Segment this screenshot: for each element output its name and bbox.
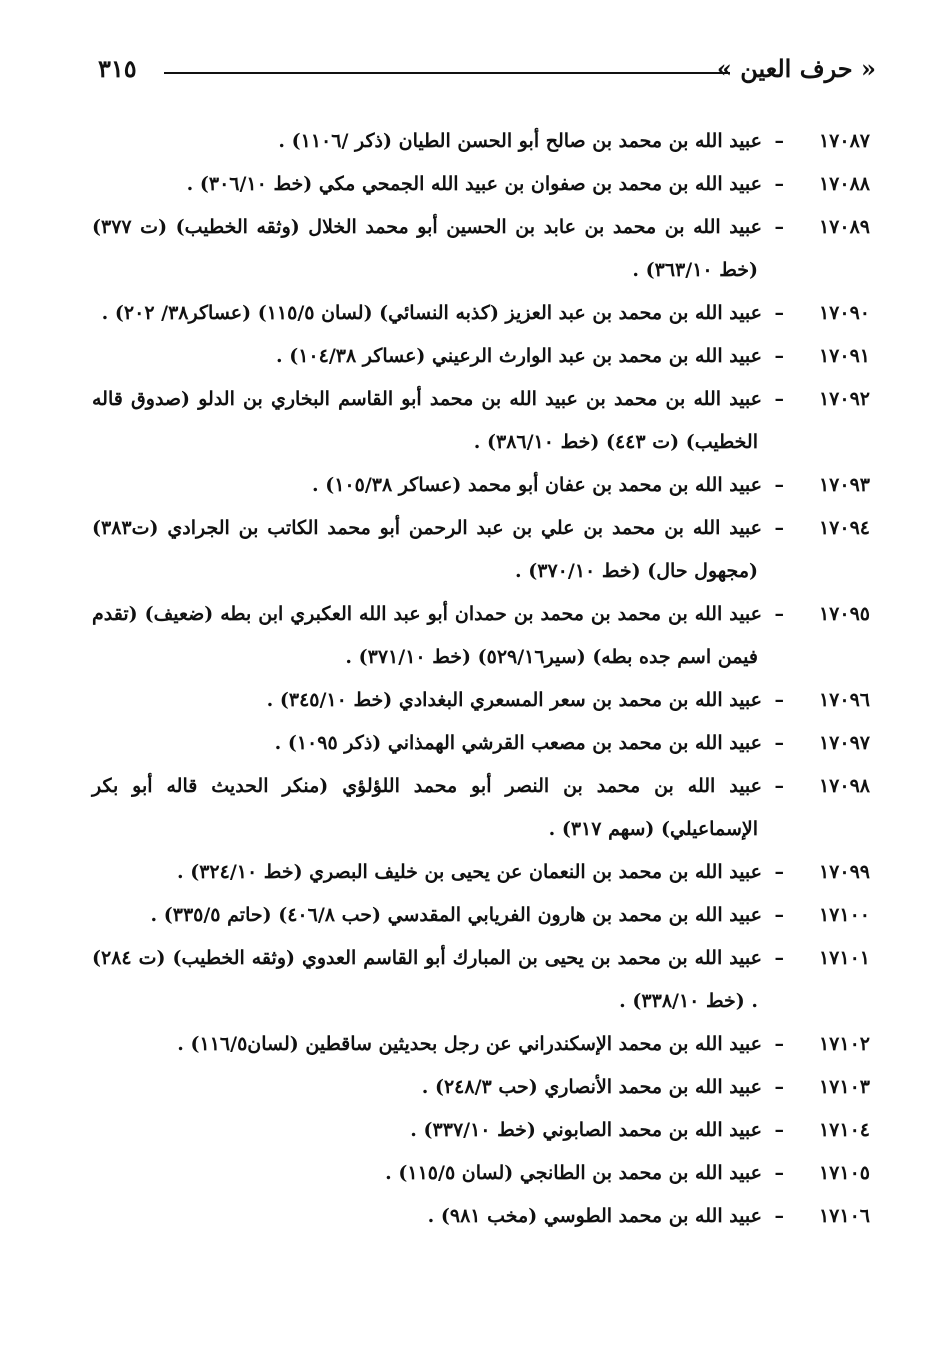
entry-dash: – (774, 302, 784, 324)
entry-dash: – (774, 904, 784, 926)
entry-text: عبيد الله بن محمد بن عبد الوارث الرعيني (عساكر ١٠٤/٣٨) . (275, 345, 762, 367)
entry-number: ١٧١٠٥ (818, 1162, 870, 1184)
entry (92, 1023, 870, 1066)
entry (92, 292, 870, 335)
entry-number: ١٧١٠٤ (818, 1119, 870, 1141)
entry (92, 507, 870, 593)
entry-dash: – (774, 775, 784, 797)
entry-text: عبيد الله بن محمد بن صفوان بن عبيد الله الجمحي مكي (خط ٣٠٦/١٠) . (186, 173, 762, 195)
entry-text: عبيد الله بن محمد بن سعر المسعري البغدادي (خط ٣٤٥/١٠) . (266, 689, 762, 711)
entry-number: ١٧٠٩٠ (818, 302, 870, 324)
entry-number: ١٧١٠٣ (818, 1076, 870, 1098)
entry-number: ١٧٠٨٧ (818, 130, 870, 152)
entry-number: ١٧٠٩٨ (818, 775, 870, 797)
entry (92, 1109, 870, 1152)
entry-dash: – (774, 1076, 784, 1098)
entry-dash: – (774, 1033, 784, 1055)
entry (92, 335, 870, 378)
entry-dash: – (774, 603, 784, 625)
entry-number: ١٧١٠٦ (818, 1205, 870, 1227)
entry-text: عبيد الله بن محمد بن عفان أبو محمد (عساكر ١٠٥/٣٨) . (311, 474, 762, 496)
entry-text: عبيد الله بن محمد بن الطانجي (لسان ١١٥/٥) . (385, 1162, 762, 1184)
entry (92, 1066, 870, 1109)
entry-text: عبيد الله بن محمد بن صالح أبو الحسن الطيان (ذكر /١١٠٦) . (278, 130, 762, 152)
entry-dash: – (774, 345, 784, 367)
entry-dash: – (774, 1162, 784, 1184)
entry-dash: – (774, 130, 784, 152)
entry-text: عبيد الله بن محمد بن النعمان عن يحيى بن خليف البصري (خط ٣٢٤/١٠) . (176, 861, 762, 883)
entry-dash: – (774, 173, 784, 195)
entry (92, 894, 870, 937)
entry (92, 593, 870, 679)
entry-text: عبيد الله بن محمد الطوسي (مخب ٩٨١) . (427, 1205, 762, 1227)
entry (92, 120, 870, 163)
entry-text: عبيد الله بن محمد بن محمد بن حمدان أبو عبد الله العكبري ابن بطه (ضعيف) (تقدم فيمن اسم جده بطه) (سير٥٢٩/١٦) (خط ٣٧١/١٠) . (92, 603, 762, 668)
entry-number: ١٧٠٩٧ (818, 732, 870, 754)
entry-number: ١٧٠٩٣ (818, 474, 870, 496)
entry-dash: – (774, 689, 784, 711)
entry (92, 937, 870, 1023)
entry-number: ١٧١٠١ (818, 947, 870, 969)
entry-text: عبيد الله بن محمد الإسكندراني عن رجل بحديثين ساقطين (لسان١١٦/٥) . (177, 1033, 762, 1055)
entry-number: ١٧١٠٢ (818, 1033, 870, 1055)
entry-dash: – (774, 517, 784, 539)
chapter-title: « حرف العين » (716, 54, 876, 83)
entry (92, 378, 870, 464)
entry-text: عبيد الله بن محمد الأنصاري (حب ٢٤٨/٣) . (421, 1076, 762, 1098)
entry-dash: – (774, 861, 784, 883)
entry-text: عبيد الله بن محمد بن علي بن عبد الرحمن أبو محمد الكاتب بن الجرادي (ت٣٨٣) (مجهول حال) (خط ٣٧٠/١٠) . (92, 517, 762, 582)
entry (92, 722, 870, 765)
entry-number: ١٧٠٩٢ (818, 388, 870, 410)
entry (92, 163, 870, 206)
entry-dash: – (774, 1205, 784, 1227)
entry-number: ١٧٠٩٥ (818, 603, 870, 625)
entry-dash: – (774, 388, 784, 410)
entry-number: ١٧١٠٠ (818, 904, 870, 926)
entry (92, 206, 870, 292)
entry (92, 679, 870, 722)
entry-dash: – (774, 947, 784, 969)
entry-number: ١٧٠٨٩ (818, 216, 870, 238)
entry (92, 464, 870, 507)
entry-dash: – (774, 474, 784, 496)
entry-dash: – (774, 216, 784, 238)
entry-number: ١٧٠٩٤ (818, 517, 870, 539)
page-header (98, 52, 876, 92)
entry (92, 765, 870, 851)
entry-text: عبيد الله بن محمد بن عابد بن الحسين أبو محمد الخلال (وثقه الخطيب) (ت ٣٧٧) (خط ٣٦٣/١٠) . (92, 216, 762, 281)
page-number: ٣١٥ (98, 54, 137, 83)
entry-dash: – (774, 732, 784, 754)
entry-text: عبيد الله بن محمد بن النصر أبو محمد اللؤلؤي (منكر الحديث قاله أبو بكر الإسماعيلي) (سهم ٣١٧) . (92, 775, 762, 840)
entry (92, 1152, 870, 1195)
entry-dash: – (774, 1119, 784, 1141)
entry-text: عبيد الله بن محمد بن يحيى بن المبارك أبو القاسم العدوي (وثقه الخطيب) (ت ٢٨٤) . (خط ٣٣٨/١٠) . (92, 947, 762, 1012)
entry-text: عبيد الله بن محمد بن عبد العزيز (كذبه النسائي) (لسان ١١٥/٥) (عساكر٣٨/ ٢٠٢) . (101, 302, 762, 324)
entry-number: ١٧٠٨٨ (818, 173, 870, 195)
entry-text: عبيد الله بن محمد بن مصعب القرشي الهمذاني (ذكر ١٠٩٥) . (274, 732, 762, 754)
entry-text: عبيد الله بن محمد بن عبيد الله بن محمد أبو القاسم البخاري بن الدلو (صدوق قاله الخطيب) (ت ٤٤٣) (خط ٣٨٦/١٠) . (92, 388, 762, 453)
entry (92, 851, 870, 894)
entry-list (92, 120, 870, 1238)
entry-text: عبيد الله بن محمد بن هارون الفريابي المقدسي (حب ٤٠٦/٨) (حاتم ٣٣٥/٥) . (150, 904, 762, 926)
entry-number: ١٧٠٩١ (818, 345, 870, 367)
entry-number: ١٧٠٩٩ (818, 861, 870, 883)
entry (92, 1195, 870, 1238)
header-rule (164, 72, 730, 74)
entry-number: ١٧٠٩٦ (818, 689, 870, 711)
entry-text: عبيد الله بن محمد الصابوني (خط ٣٣٧/١٠) . (410, 1119, 762, 1141)
